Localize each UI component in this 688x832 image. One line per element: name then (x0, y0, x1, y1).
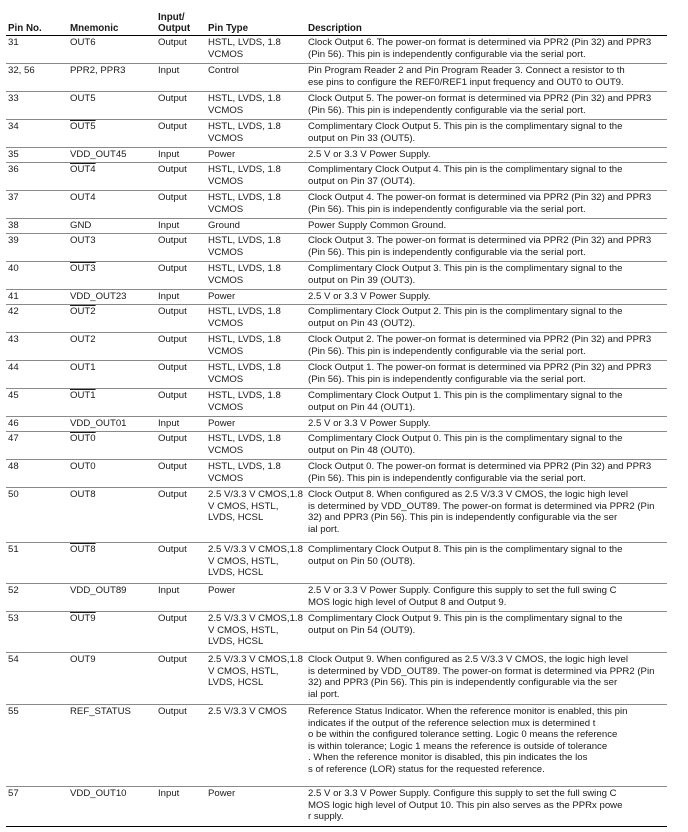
input-output: Input (158, 585, 180, 596)
table-header-row (6, 7, 667, 36)
description: Clock Output 9. When configured as 2.5 V/3.3 V CMOS, the logic high level is determined by VDD_OUT89. The power-on format is determined via PPR2 (Pin 32) and PPR3 (Pin 56). This pin is independently configurable via the ser ial port. (308, 654, 655, 700)
pin-function-table (6, 7, 667, 827)
pin-type: Power (208, 418, 236, 429)
input-output: Output (158, 93, 187, 104)
header-mnemonic: Mnemonic (70, 23, 119, 34)
pin-number: 42 (8, 306, 19, 317)
input-output: Input (158, 418, 180, 429)
pin-type: HSTL, LVDS, 1.8 VCMOS (208, 192, 281, 215)
pin-type: HSTL, LVDS, 1.8 VCMOS (208, 334, 281, 357)
table-row (6, 787, 667, 827)
table-row (6, 653, 667, 705)
mnemonic: OUT2 (70, 334, 96, 345)
pin-number: 33 (8, 93, 19, 104)
description: Reference Status Indicator. When the reference monitor is enabled, this pin indicates if the output of the reference selection mux is determined t o be within the configured tolerance setting. Logic 0 means the reference is within tolerance; Logic 1 means the reference is outside of tolerance . When the reference monitor is disabled, this pin indicates the los s of reference (LOR) status for the requested reference. (308, 706, 628, 775)
description: Clock Output 6. The power-on format is determined via PPR2 (Pin 32) and PPR3 (Pin 56). This pin is independently configurable via the serial port. (308, 37, 652, 60)
table-row (6, 389, 667, 417)
pin-type: 2.5 V/3.3 V CMOS,1.8 V CMOS, HSTL, LVDS, HCSL (208, 654, 303, 688)
pin-number: 48 (8, 461, 19, 472)
pin-number: 34 (8, 121, 19, 132)
description: Clock Output 3. The power-on format is determined via PPR2 (Pin 32) and PPR3 (Pin 56). This pin is independently configurable via the serial port. (308, 235, 652, 258)
mnemonic: OUT1 (70, 390, 96, 401)
pin-type: HSTL, LVDS, 1.8 VCMOS (208, 37, 281, 60)
header-pin-type: Pin Type (208, 23, 249, 34)
description: Complimentary Clock Output 0. This pin is the complimentary signal to the output on Pin 48 (OUT0). (308, 433, 623, 456)
input-output: Input (158, 220, 180, 231)
header-description: Description (308, 23, 362, 34)
pin-type: Power (208, 149, 236, 160)
description: 2.5 V or 3.3 V Power Supply. (308, 149, 431, 160)
pin-type: HSTL, LVDS, 1.8 VCMOS (208, 93, 281, 116)
header-pin-no: Pin No. (8, 23, 42, 34)
pin-number: 53 (8, 613, 19, 624)
pin-type: HSTL, LVDS, 1.8 VCMOS (208, 461, 281, 484)
table-row (6, 333, 667, 361)
table-row (6, 163, 667, 191)
table-row (6, 488, 667, 543)
pin-number: 50 (8, 489, 19, 500)
pin-type: 2.5 V/3.3 V CMOS,1.8 V CMOS, HSTL, LVDS, HCSL (208, 613, 303, 647)
mnemonic: OUT8 (70, 489, 96, 500)
mnemonic: VDD_OUT01 (70, 418, 127, 429)
pin-type: 2.5 V/3.3 V CMOS,1.8 V CMOS, HSTL, LVDS, HCSL (208, 489, 303, 523)
description: 2.5 V or 3.3 V Power Supply. Configure this supply to set the full swing C MOS logic high level of Output 10. This pin also serves as the PPRx powe r supply. (308, 788, 623, 822)
description: Complimentary Clock Output 3. This pin is the complimentary signal to the output on Pin 39 (OUT3). (308, 263, 623, 286)
pin-type: HSTL, LVDS, 1.8 VCMOS (208, 121, 281, 144)
mnemonic: OUT9 (70, 613, 96, 624)
table-row (6, 36, 667, 64)
pin-type: 2.5 V/3.3 V CMOS (208, 706, 287, 717)
description: Complimentary Clock Output 8. This pin is the complimentary signal to the output on Pin 50 (OUT8). (308, 544, 623, 567)
input-output: Output (158, 306, 187, 317)
table-row (6, 148, 667, 163)
pin-number: 47 (8, 433, 19, 444)
mnemonic: OUT0 (70, 433, 96, 444)
table-row (6, 191, 667, 219)
pin-type: HSTL, LVDS, 1.8 VCMOS (208, 263, 281, 286)
input-output: Input (158, 788, 180, 799)
pin-type: Power (208, 585, 236, 596)
input-output: Input (158, 149, 180, 160)
mnemonic: VDD_OUT10 (70, 788, 127, 799)
pin-number: 32, 56 (8, 65, 35, 76)
pin-number: 39 (8, 235, 19, 246)
input-output: Output (158, 37, 187, 48)
pin-number: 46 (8, 418, 19, 429)
input-output: Output (158, 544, 187, 555)
pin-type: HSTL, LVDS, 1.8 VCMOS (208, 390, 281, 413)
table-row (6, 584, 667, 612)
table-row (6, 234, 667, 262)
input-output: Output (158, 390, 187, 401)
mnemonic: OUT2 (70, 306, 96, 317)
description: 2.5 V or 3.3 V Power Supply. Configure this supply to set the full swing C MOS logic high level of Output 8 and Output 9. (308, 585, 617, 608)
input-output: Output (158, 235, 187, 246)
table-row (6, 92, 667, 120)
pin-type: Power (208, 291, 236, 302)
pin-number: 31 (8, 37, 19, 48)
table-row (6, 543, 667, 584)
mnemonic: OUT4 (70, 164, 96, 175)
pin-type: HSTL, LVDS, 1.8 VCMOS (208, 433, 281, 456)
description: Clock Output 0. The power-on format is determined via PPR2 (Pin 32) and PPR3 (Pin 56). This pin is independently configurable via the serial port. (308, 461, 652, 484)
input-output: Input (158, 291, 180, 302)
description: Complimentary Clock Output 5. This pin is the complimentary signal to the output on Pin 33 (OUT5). (308, 121, 623, 144)
pin-number: 36 (8, 164, 19, 175)
table-row (6, 432, 667, 460)
description: Clock Output 1. The power-on format is determined via PPR2 (Pin 32) and PPR3 (Pin 56). This pin is independently configurable via the serial port. (308, 362, 652, 385)
pin-number: 51 (8, 544, 19, 555)
pin-number: 40 (8, 263, 19, 274)
input-output: Output (158, 121, 187, 132)
pin-number: 37 (8, 192, 19, 203)
pin-number: 35 (8, 149, 19, 160)
mnemonic: VDD_OUT23 (70, 291, 127, 302)
description: 2.5 V or 3.3 V Power Supply. (308, 418, 431, 429)
description: Clock Output 4. The power-on format is determined via PPR2 (Pin 32) and PPR3 (Pin 56). This pin is independently configurable via the serial port. (308, 192, 652, 215)
mnemonic: OUT3 (70, 263, 96, 274)
pin-number: 52 (8, 585, 19, 596)
mnemonic: OUT6 (70, 37, 96, 48)
table-row (6, 361, 667, 389)
pin-number: 55 (8, 706, 19, 717)
table-row (6, 219, 667, 234)
pin-type: HSTL, LVDS, 1.8 VCMOS (208, 235, 281, 258)
mnemonic: OUT5 (70, 121, 96, 132)
description: Clock Output 5. The power-on format is determined via PPR2 (Pin 32) and PPR3 (Pin 56). This pin is independently configurable via the serial port. (308, 93, 652, 116)
mnemonic: OUT1 (70, 362, 96, 373)
pin-number: 44 (8, 362, 19, 373)
pin-type: Control (208, 65, 239, 76)
description: Complimentary Clock Output 1. This pin is the complimentary signal to the output on Pin 44 (OUT1). (308, 390, 623, 413)
table-row (6, 120, 667, 148)
description: Complimentary Clock Output 9. This pin is the complimentary signal to the output on Pin 54 (OUT9). (308, 613, 623, 636)
header-input-output: Input/ Output (158, 12, 191, 34)
description: Clock Output 8. When configured as 2.5 V/3.3 V CMOS, the logic high level is determined by VDD_OUT89. The power-on format is determined via PPR2 (Pin 32) and PPR3 (Pin 56). This pin is independently configurable via the ser ial port. (308, 489, 655, 535)
pin-number: 38 (8, 220, 19, 231)
table-row (6, 290, 667, 305)
mnemonic: PPR2, PPR3 (70, 65, 126, 76)
table-row (6, 262, 667, 290)
description: 2.5 V or 3.3 V Power Supply. (308, 291, 431, 302)
input-output: Output (158, 654, 187, 665)
input-output: Input (158, 65, 180, 76)
input-output: Output (158, 362, 187, 373)
pin-type: Power (208, 788, 236, 799)
pin-number: 43 (8, 334, 19, 345)
pin-type: 2.5 V/3.3 V CMOS,1.8 V CMOS, HSTL, LVDS, HCSL (208, 544, 303, 578)
table-row (6, 305, 667, 333)
table-body (6, 36, 667, 827)
mnemonic: OUT5 (70, 93, 96, 104)
mnemonic: OUT4 (70, 192, 96, 203)
table-row (6, 64, 667, 92)
pin-number: 45 (8, 390, 19, 401)
mnemonic: OUT9 (70, 654, 96, 665)
description: Complimentary Clock Output 4. This pin is the complimentary signal to the output on Pin 37 (OUT4). (308, 164, 623, 187)
table-row (6, 417, 667, 432)
pin-type: Ground (208, 220, 240, 231)
mnemonic: GND (70, 220, 92, 231)
table-row (6, 705, 667, 787)
mnemonic: OUT0 (70, 461, 96, 472)
description: Clock Output 2. The power-on format is determined via PPR2 (Pin 32) and PPR3 (Pin 56). This pin is independently configurable via the serial port. (308, 334, 652, 357)
table-row (6, 460, 667, 488)
input-output: Output (158, 164, 187, 175)
mnemonic: OUT8 (70, 544, 96, 555)
mnemonic: REF_STATUS (70, 706, 131, 717)
input-output: Output (158, 192, 187, 203)
input-output: Output (158, 334, 187, 345)
pin-number: 41 (8, 291, 19, 302)
input-output: Output (158, 263, 187, 274)
input-output: Output (158, 461, 187, 472)
pin-number: 54 (8, 654, 19, 665)
mnemonic: VDD_OUT45 (70, 149, 127, 160)
pin-type: HSTL, LVDS, 1.8 VCMOS (208, 362, 281, 385)
description: Pin Program Reader 2 and Pin Program Reader 3. Connect a resistor to th ese pins to configure the REF0/REF1 input frequency and OUT0 to OUT9. (308, 65, 625, 88)
pin-type: HSTL, LVDS, 1.8 VCMOS (208, 164, 281, 187)
description: Power Supply Common Ground. (308, 220, 447, 231)
input-output: Output (158, 433, 187, 444)
mnemonic: VDD_OUT89 (70, 585, 127, 596)
input-output: Output (158, 613, 187, 624)
input-output: Output (158, 706, 187, 717)
mnemonic: OUT3 (70, 235, 96, 246)
input-output: Output (158, 489, 187, 500)
pin-type: HSTL, LVDS, 1.8 VCMOS (208, 306, 281, 329)
description: Complimentary Clock Output 2. This pin is the complimentary signal to the output on Pin 43 (OUT2). (308, 306, 623, 329)
table-row (6, 612, 667, 653)
pin-number: 57 (8, 788, 19, 799)
